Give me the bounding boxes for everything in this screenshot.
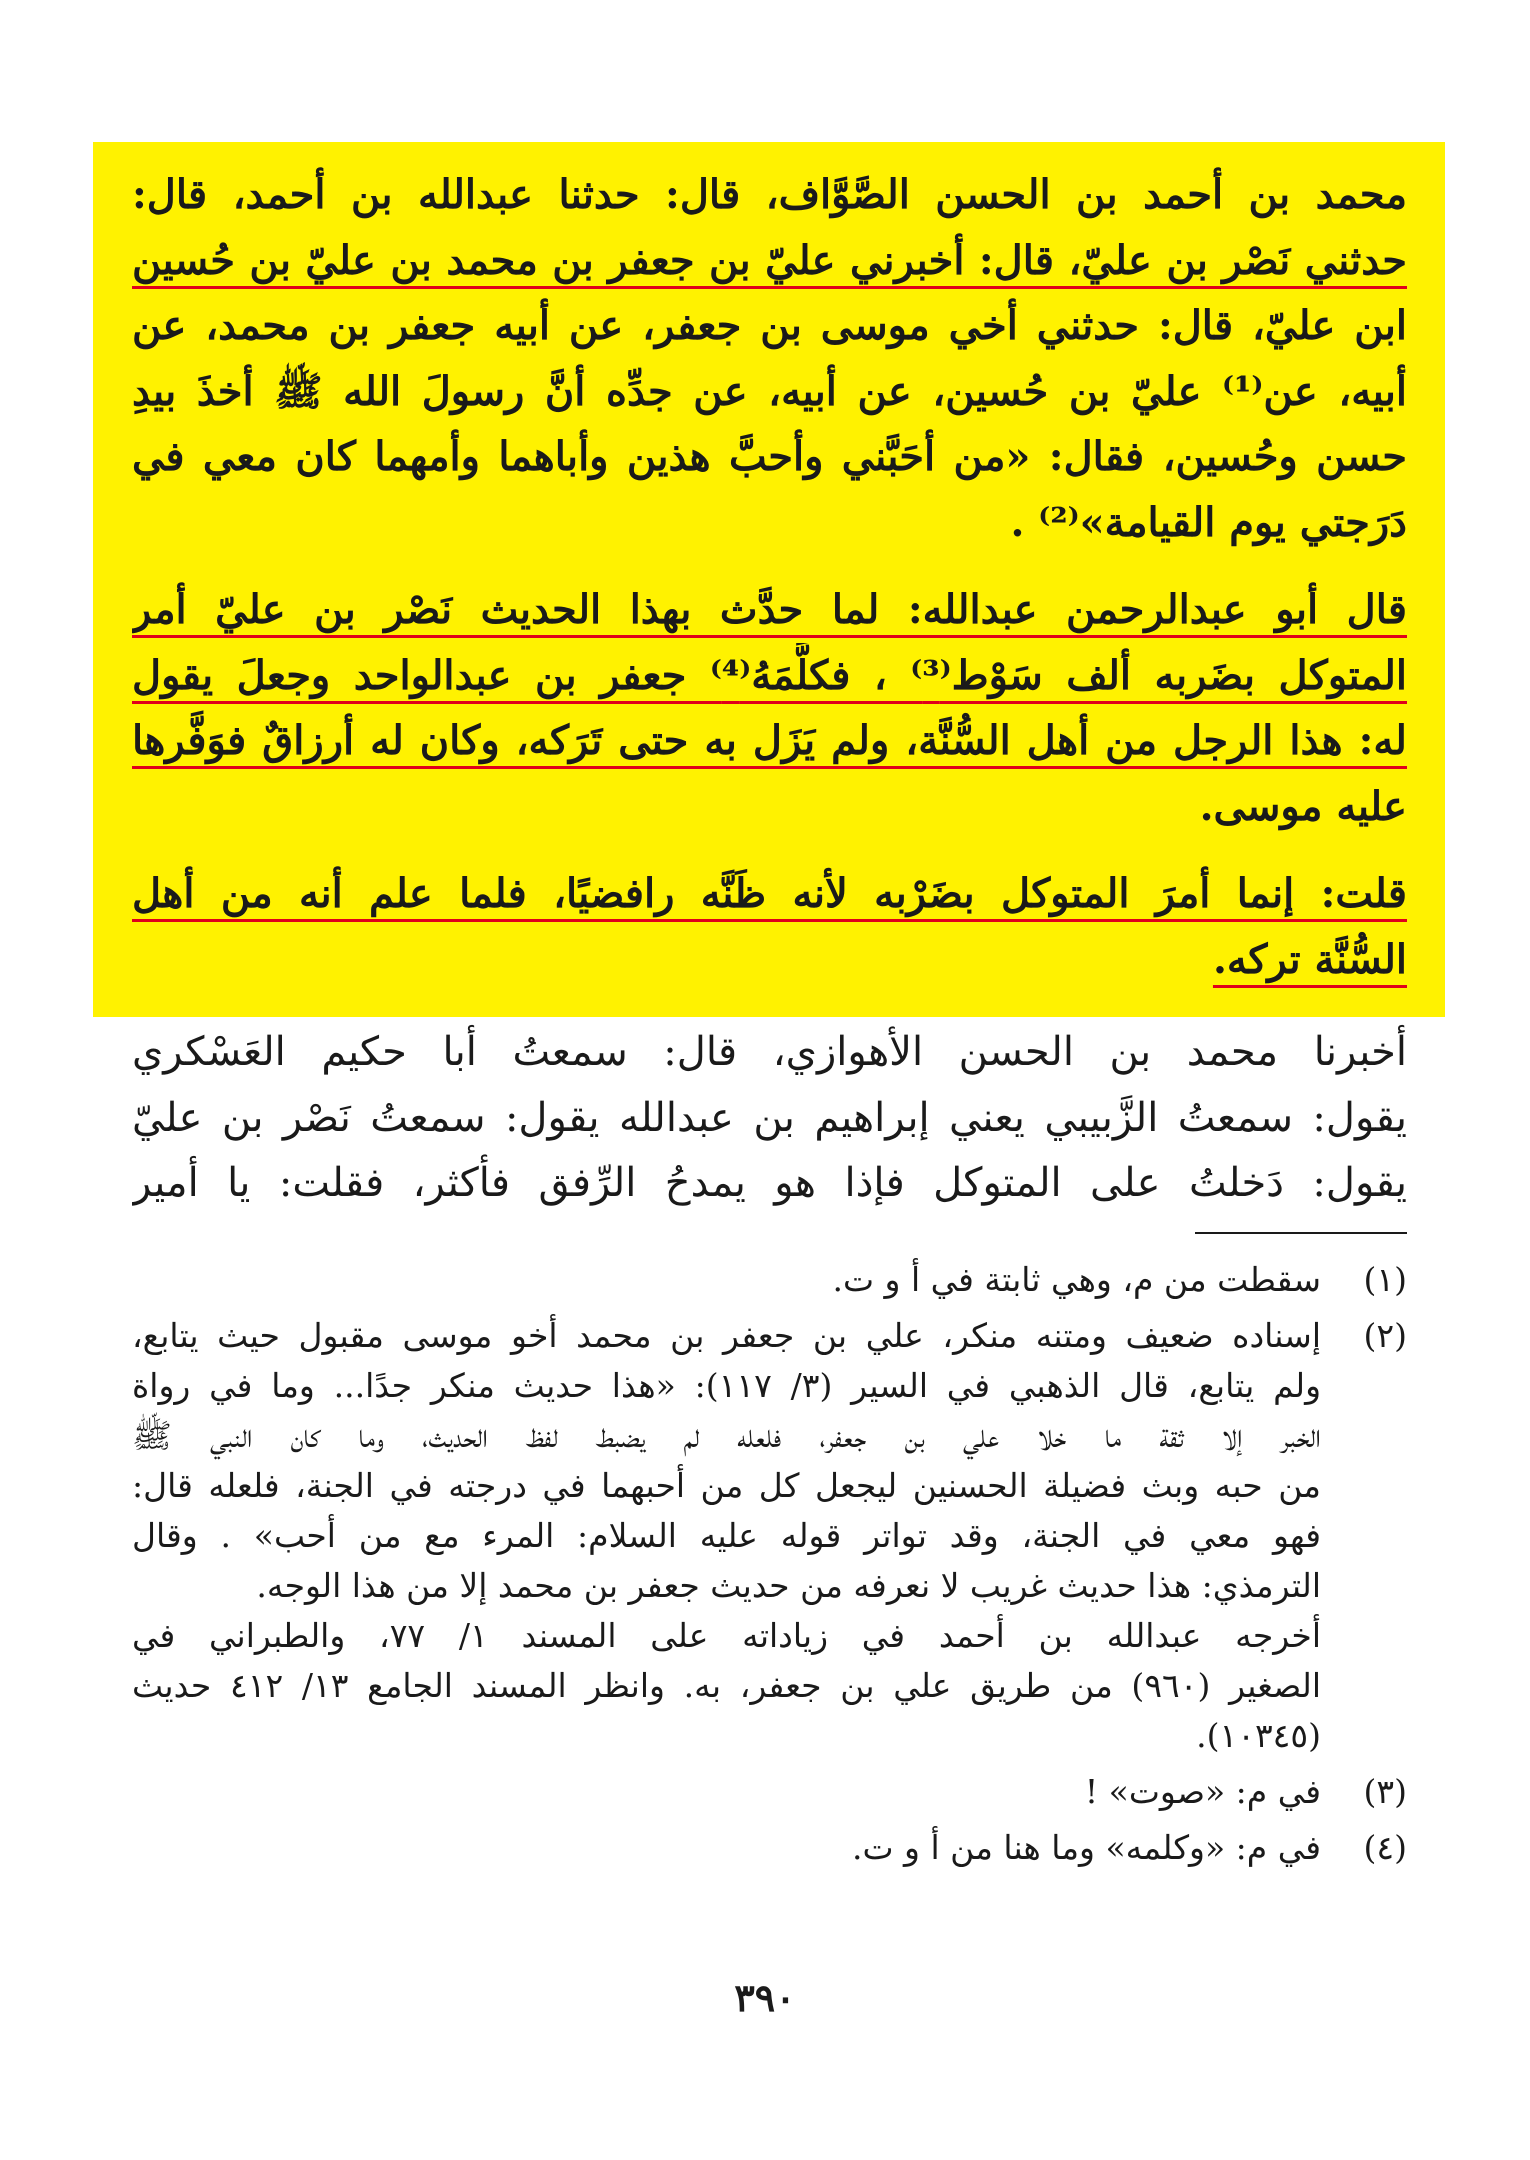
- underlined-text: حدثني نَصْر بن عليّ، قال: أخبرني عليّ بن جعفر بن محمد بن عليّ بن حُسين: [132, 236, 1407, 284]
- hl-p2-line-1: [132, 577, 1407, 643]
- plain-passage: [132, 1020, 1407, 1217]
- underlined-text: قلت: إنما أمرَ المتوكل بضَرْبه لأنه ظَنَّه رافضيًا، فلما علم أنه من أهل: [132, 870, 1407, 917]
- footnote-line: إسناده ضعيف ومتنه منكر، علي بن جعفر بن محمد أخو موسى مقبول حيث يتابع،: [132, 1316, 1321, 1355]
- footnote-line: في م: «صوت» !: [1084, 1772, 1321, 1811]
- footnote-number: (٢): [1363, 1316, 1407, 1355]
- hl-p1-line-4: أبيه، عن⁽¹⁾ عليّ بن حُسين، عن أبيه، عن جدِّه أنَّ رسولَ الله ﷺ أخذَ بيدِ: [132, 367, 1407, 415]
- footnote-separator: [1195, 1232, 1407, 1234]
- footnote-line: (١٠٣٤٥).: [1196, 1716, 1321, 1755]
- footnote-number: (٣): [1363, 1772, 1407, 1811]
- hl-p3-line-1: [132, 861, 1407, 927]
- footnote-line: الخبر إلا ثقة ما خلا علي بن جعفر، فلعله لم يضبط لفظ الحديث، وما كان النبي ﷺ: [132, 1416, 1321, 1455]
- footnote-line: الترمذي: هذا حديث غريب لا نعرفه من حديث جعفر بن محمد إلا من هذا الوجه.: [256, 1566, 1321, 1605]
- page-number: ٣٩٠: [734, 1975, 796, 2020]
- footnote-number: (١): [1363, 1260, 1407, 1299]
- hl-p1-line-5: حسن وحُسين، فقال: «من أحَبَّني وأحبَّ هذين وأباهما وأمهما كان معي في: [132, 433, 1407, 480]
- footnote-line: في م: «وكلمه» وما هنا من أ و ت.: [851, 1828, 1321, 1867]
- hl-p3-line-2: [132, 927, 1407, 993]
- underlined-text: المتوكل بضَربه ألف سَوْط⁽³⁾ ، فكلَّمَهُ⁽⁴⁾ جعفر بن عبدالواحد وجعلَ يقول: [132, 651, 1407, 699]
- footnote-3: [132, 1767, 1407, 1817]
- underlined-text: السُّنَّة تركه.: [1212, 935, 1407, 983]
- plain-line-2: يقول: سمعتُ الزَّبيبي يعني إبراهيم بن عبدالله يقول: سمعتُ نَصْر بن عليّ: [132, 1094, 1407, 1141]
- footnote-line: فهو معي في الجنة، وقد تواتر قوله عليه السلام: المرء مع من أحب» . وقال: [132, 1516, 1321, 1555]
- footnote-line: الصغير (٩٦٠) من طريق علي بن جعفر، به. وانظر المسند الجامع ١٣/ ٤١٢ حديث: [132, 1666, 1321, 1705]
- plain-line-1: أخبرنا محمد بن الحسن الأهوازي، قال: سمعتُ أبا حكيم العَسْكري: [132, 1029, 1407, 1075]
- footnote-line: ولم يتابع، قال الذهبي في السير (٣/ ١١٧): «هذا حديث منكر جدًا... وما في رواة: [132, 1366, 1321, 1405]
- underlined-text: له: هذا الرجل من أهل السُّنَّة، ولم يَزَل به حتى تَرَكه، وكان له أرزاقٌ فوَفَّرها: [132, 717, 1407, 764]
- footnote-1: [132, 1255, 1407, 1305]
- hl-p1-line-3: ابن عليّ، قال: حدثني أخي موسى بن جعفر، عن أبيه جعفر بن محمد، عن: [132, 302, 1407, 349]
- footnote-line: أخرجه عبدالله بن أحمد في زياداته على المسند ١/ ٧٧، والطبراني في: [132, 1616, 1321, 1655]
- hl-p1-line-2: [132, 228, 1407, 294]
- underlined-text: قال أبو عبدالرحمن عبدالله: لما حدَّث بهذا الحديث نَصْر بن عليّ أمر: [132, 586, 1407, 633]
- hl-p2-line-4: عليه موسى.: [1199, 782, 1407, 830]
- highlighted-passage: [132, 162, 1407, 992]
- footnote-line: من حبه وبث فضيلة الحسنين ليجعل كل من أحبهما في درجته في الجنة، فلعله قال:: [132, 1466, 1321, 1505]
- hl-p2-line-2: [132, 643, 1407, 709]
- hl-p1-line-6: دَرَجتي يوم القيامة»⁽²⁾ .: [1010, 498, 1407, 546]
- footnote-2: [132, 1311, 1407, 1761]
- hl-p1-line-1: محمد بن أحمد بن الحسن الصَّوَّاف، قال: حدثنا عبدالله بن أحمد، قال:: [132, 171, 1407, 218]
- footnote-line: سقطت من م، وهي ثابتة في أ و ت.: [832, 1260, 1321, 1299]
- footnotes: [132, 1255, 1407, 1879]
- hl-p2-line-3: [132, 708, 1407, 774]
- plain-line-3: يقول: دَخلتُ على المتوكل فإذا هو يمدحُ الرِّفق فأكثر، فقلت: يا أمير: [132, 1160, 1407, 1206]
- footnote-4: [132, 1823, 1407, 1873]
- footnote-number: (٤): [1363, 1828, 1407, 1867]
